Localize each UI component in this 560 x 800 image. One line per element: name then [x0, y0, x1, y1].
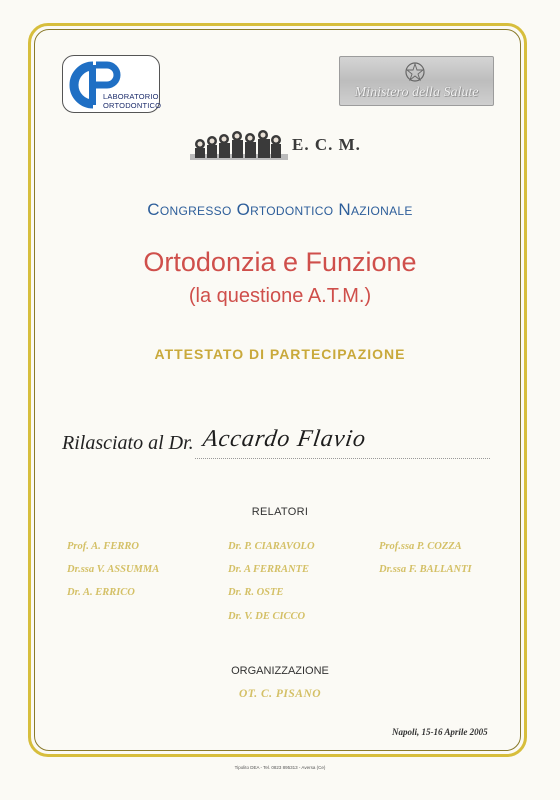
congress-title: Congresso Ortodontico Nazionale	[147, 200, 413, 219]
ministry-badge	[339, 56, 494, 106]
speaker-name: Dr.ssa V. ASSUMMA	[67, 564, 160, 575]
ecm-label: E. C. M.	[292, 135, 361, 154]
speaker-name: Prof.ssa P. COZZA	[379, 541, 462, 552]
place-date: Napoli, 15-16 Aprile 2005	[392, 727, 488, 737]
emblem-icon	[404, 61, 426, 83]
speaker-name: Dr.ssa F. BALLANTI	[379, 564, 472, 575]
attestato-heading: ATTESTATO DI PARTECIPAZIONE	[154, 346, 406, 362]
ministry-text: Ministero della Salute	[354, 85, 479, 100]
speaker-name: Dr. A FERRANTE	[228, 564, 310, 575]
signature-line	[195, 458, 490, 459]
speaker-name: Dr. A. ERRICO	[67, 587, 135, 598]
relatori-heading: RELATORI	[251, 506, 309, 518]
cp-logo	[62, 55, 160, 113]
group-photo-icon	[190, 128, 288, 164]
recipient-prefix: Rilasciato al Dr.	[62, 432, 194, 454]
speaker-name: Dr. P. CIARAVOLO	[228, 541, 315, 552]
speaker-name: Dr. V. DE CICCO	[228, 611, 306, 622]
organizer-name: OT. C. PISANO	[238, 688, 322, 700]
speaker-name: Prof. A. FERRO	[67, 541, 139, 552]
event-title: Ortodonzia e Funzione	[143, 247, 417, 277]
event-subtitle: (la questione A.T.M.)	[188, 285, 372, 307]
recipient-name: Accardo Flavio	[201, 426, 368, 452]
speaker-name: Dr. R. OSTE	[228, 587, 284, 598]
logo-line-2: ORTODONTICO	[103, 101, 162, 110]
organizzazione-heading: ORGANIZZAZIONE	[231, 665, 329, 677]
printer-footer: Tipolito DEA - Tel. 0823 895313 - Aversa (Ce)	[234, 765, 326, 770]
logo-line-1: LABORATORIO	[103, 92, 159, 101]
